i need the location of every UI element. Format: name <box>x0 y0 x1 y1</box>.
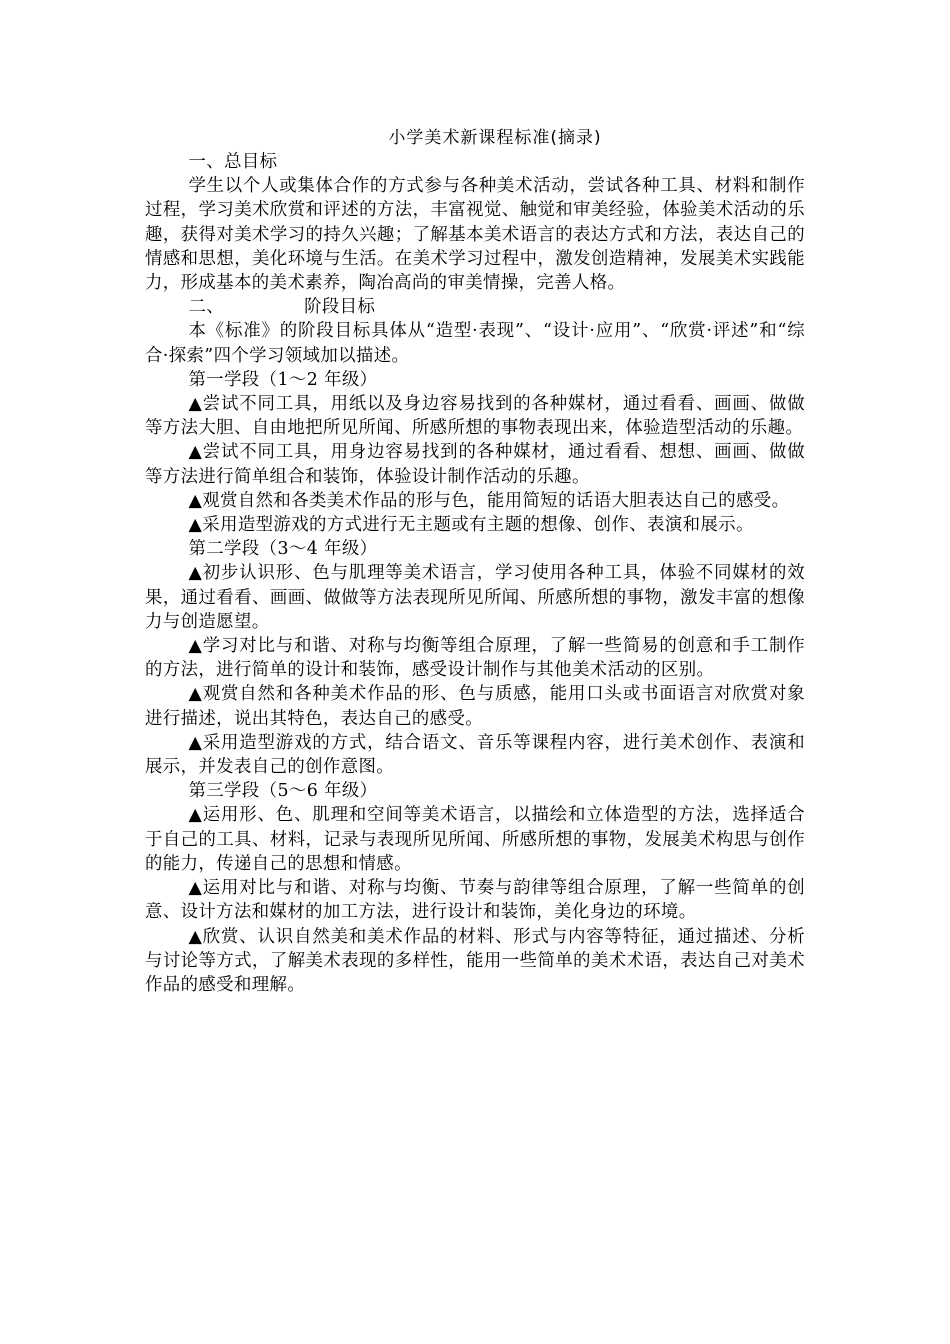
section-heading-number: 二、 <box>188 297 225 318</box>
document-title: 小学美术新课程标准(摘录) <box>388 128 602 148</box>
section-heading-text: 阶段目标 <box>304 297 376 318</box>
stage-1-item: ▲采用造型游戏的方式进行无主题或有主题的想像、创作、表演和展示。 <box>188 515 754 536</box>
stage-2-item: ▲采用造型游戏的方式，结合语文、音乐等课程内容，进行美术创作、表演和展示，并发表自己的创作意图。 <box>145 732 805 778</box>
stage-2-label: 第二学段（3～4 年级） <box>188 539 378 560</box>
stage-1-item: ▲尝试不同工具，用纸以及身边容易找到的各种媒材，通过看看、画画、做做等方法大胆、自由地把所见所闻、所感所想的事物表现出来，体验造型活动的乐趣。 <box>145 394 805 439</box>
stage-1-label: 第一学段（1～2 年级） <box>188 369 378 390</box>
stage-1-item: ▲观赏自然和各类美术作品的形与色，能用简短的话语大胆表达自己的感受。 <box>188 490 790 511</box>
stage-1-item: ▲尝试不同工具，用身边容易找到的各种媒材，通过看看、想想、画画、做做等方法进行简单组合和装饰，体验设计制作活动的乐趣。 <box>145 442 805 487</box>
section-heading-general-goal: 一、总目标 <box>188 152 278 172</box>
stage-3-item: ▲运用形、色、肌理和空间等美术语言，以描绘和立体造型的方法，选择适合于自己的工具、材料，记录与表现所见所闻、所感所想的事物，发展美术构思与创作的能力，传递自己的思想和情感。 <box>145 805 805 874</box>
document-page <box>145 126 805 997</box>
stage-2-item: ▲观赏自然和各种美术作品的形、色与质感，能用口头或书面语言对欣赏对象进行描述，说出其特色，表达自己的感受。 <box>145 684 805 729</box>
stage-goals-intro: 本《标准》的阶段目标具体从“造型·表现”、“设计·应用”、“欣赏·评述”和“综合·探索”四个学习领域加以描述。 <box>145 321 805 366</box>
stage-3-item: ▲运用对比与和谐、对称与均衡、节奏与韵律等组合原理，了解一些简单的创意、设计方法和媒材的加工方法，进行设计和装饰，美化身边的环境。 <box>145 878 805 923</box>
stage-3-label: 第三学段（5～6 年级） <box>188 781 378 802</box>
stage-2-item: ▲学习对比与和谐、对称与均衡等组合原理，了解一些简易的创意和手工制作的方法，进行简单的设计和装饰，感受设计制作与其他美术活动的区别。 <box>145 636 805 681</box>
stage-2-item: ▲初步认识形、色与肌理等美术语言，学习使用各种工具，体验不同媒材的效果，通过看看、画画、做做等方法表现所见所闻、所感所想的事物，激发丰富的想像力与创造愿望。 <box>145 563 805 632</box>
section-heading-stage-goals <box>145 295 805 319</box>
general-goal-paragraph: 学生以个人或集体合作的方式参与各种美术活动，尝试各种工具、材料和制作过程，学习美术欣赏和评述的方法，丰富视觉、触觉和审美经验，体验美术活动的乐趣，获得对美术学习的持久兴趣；了解基本美术语言的表达方式和方法，表达自己的情感和思想，美化环境与生活。在美术学习过程中，激发创造精神，发展美术实践能力，形成基本的美术素养，陶冶高尚的审美情操，完善人格。 <box>145 176 805 294</box>
stage-3-item: ▲欣赏、认识自然美和美术作品的材料、形式与内容等特征，通过描述、分析与讨论等方式，了解美术表现的多样性，能用一些简单的美术术语，表达自己对美术作品的感受和理解。 <box>145 926 805 995</box>
